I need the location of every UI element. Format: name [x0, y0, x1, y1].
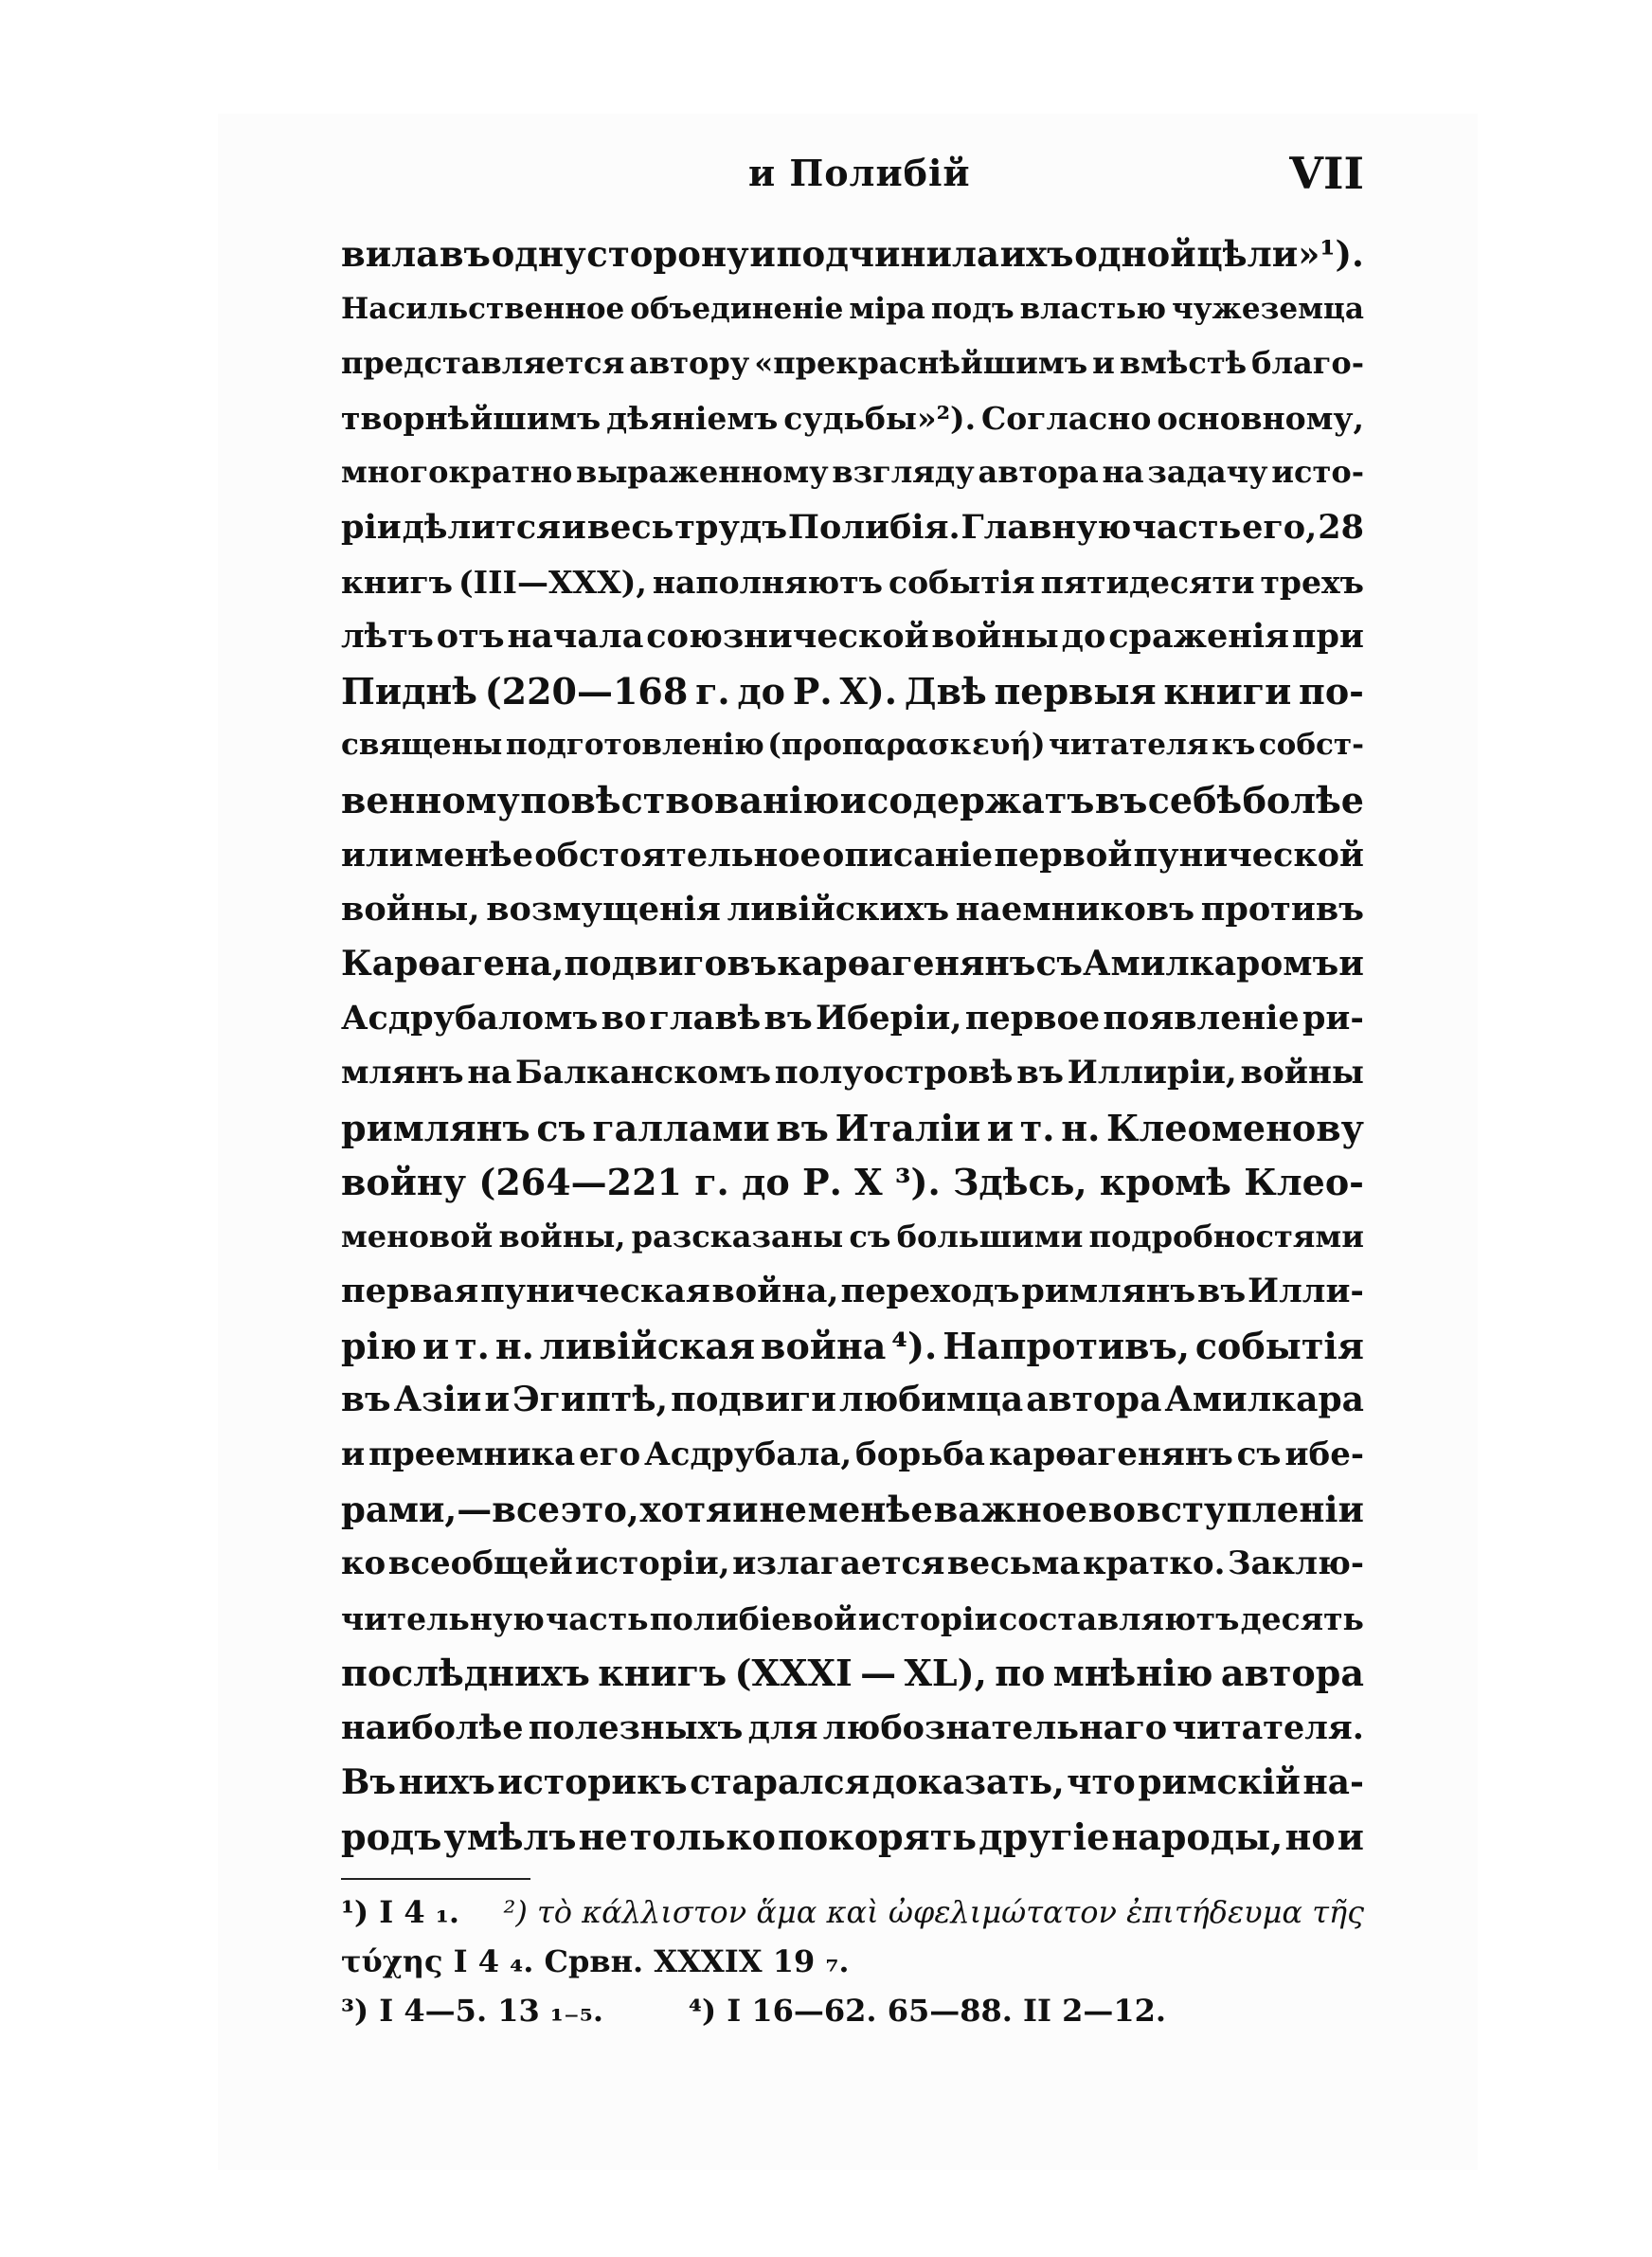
text-line: Пиднѣ (220—168 г. до Р. Х). Двѣ первыя книги по-	[341, 669, 1364, 713]
running-head	[341, 148, 1364, 208]
footnote-rule	[341, 1878, 530, 1880]
text-line: рами,—все это, хотя и не менѣе важное во вступленіи	[341, 1488, 1364, 1530]
text-line: ріи дѣлится и весь трудъ Полибія. Главную часть его, 28	[341, 507, 1364, 547]
text-line: многократно выраженному взгляду автора на задачу исто-	[341, 454, 1364, 491]
text-line: войну (264—221 г. до Р. Х ³). Здѣсь, кромѣ Клео-	[341, 1161, 1364, 1204]
body-text	[341, 227, 1364, 1865]
text-line: священы подготовленію (προπαρασκευή) читателя къ собст-	[341, 728, 1364, 763]
text-line: въ Азіи и Эгиптѣ, подвиги любимца автора Амилкара	[341, 1380, 1364, 1420]
text-line: и преемника его Асдрубала, борьба карѳагенянъ съ ибе-	[341, 1435, 1364, 1474]
text-line: Асдрубаломъ во главѣ въ Иберіи, первое появленіе ри-	[341, 999, 1364, 1038]
text-line: чительную часть полибіевой исторіи составляютъ десять	[341, 1599, 1364, 1637]
footnote-line-3	[341, 1986, 1364, 2035]
footnote-line-1	[341, 1887, 1364, 1937]
text-line: рію и т. н. ливійская война ⁴). Напротивъ, событія	[341, 1324, 1364, 1367]
text-line: Насильственное объединеніе міра подъ властью чужеземца	[341, 291, 1364, 326]
text-line: млянъ на Балканскомъ полуостровѣ въ Иллиріи, войны	[341, 1053, 1364, 1092]
footnote-2-continued: τύχης I 4 ₄. Срвн. XXXIX 19 ₇.	[341, 1943, 850, 1979]
footnote-1: ¹) I 4 ₁.	[341, 1894, 459, 1930]
footnote-3: ³) I 4—5. 13 ₁₋₅.	[341, 1993, 603, 2029]
footnote-line-2	[341, 1937, 1364, 1986]
text-line: представляется автору «прекраснѣйшимъ и вмѣстѣ благо-	[341, 345, 1364, 382]
page-number: VII	[1289, 148, 1364, 199]
footnotes	[341, 1887, 1364, 2035]
text-line: или менѣе обстоятельное описаніе первой пунической	[341, 835, 1364, 875]
text-line: наиболѣе полезныхъ для любознательнаго читателя.	[341, 1708, 1364, 1748]
text-line: Въ нихъ историкъ старался доказать, что римскій на-	[341, 1761, 1364, 1802]
text-line: венному повѣствованію и содержатъ въ себѣ болѣе	[341, 778, 1364, 822]
text-line: первая пуническая война, переходъ римлянъ въ Илли-	[341, 1272, 1364, 1311]
text-line: ко всеобщей исторіи, излагается весьма кратко. Заклю-	[341, 1544, 1364, 1583]
text-line: войны, возмущенія ливійскихъ наемниковъ противъ	[341, 890, 1364, 930]
text-line: римлянъ съ галлами въ Италіи и т. н. Клеоменову	[341, 1106, 1364, 1149]
text-line: вила въ одну сторону и подчинила ихъ одной цѣли»¹).	[341, 233, 1364, 275]
text-line: родъ умѣлъ не только покорять другіе народы, но и	[341, 1815, 1364, 1859]
text-line: книгъ (III—XXX), наполняютъ событія пятидесяти трехъ	[341, 563, 1364, 601]
text-line: лѣтъ отъ начала союзнической войны до сраженія при	[341, 617, 1364, 657]
text-line: послѣднихъ книгъ (XXXI — XL), по мнѣнію автора	[341, 1652, 1364, 1695]
text-line: Карѳагена, подвиговъ карѳагенянъ съ Амилкаромъ и	[341, 943, 1364, 984]
footnote-2-greek: ²) τὸ κάλλιστον ἅμα καὶ ὠφελιμώτατον ἐπιτήδευμα τῆς	[503, 1894, 1364, 1930]
footnote-4: ⁴) I 16—62. 65—88. II 2—12.	[688, 1993, 1167, 2029]
text-line: творнѣйшимъ дѣяніемъ судьбы»²). Согласно основному,	[341, 399, 1364, 437]
text-line: меновой войны, разсказаны съ большими подробностями	[341, 1218, 1364, 1255]
running-title: и Полибій	[748, 152, 971, 194]
